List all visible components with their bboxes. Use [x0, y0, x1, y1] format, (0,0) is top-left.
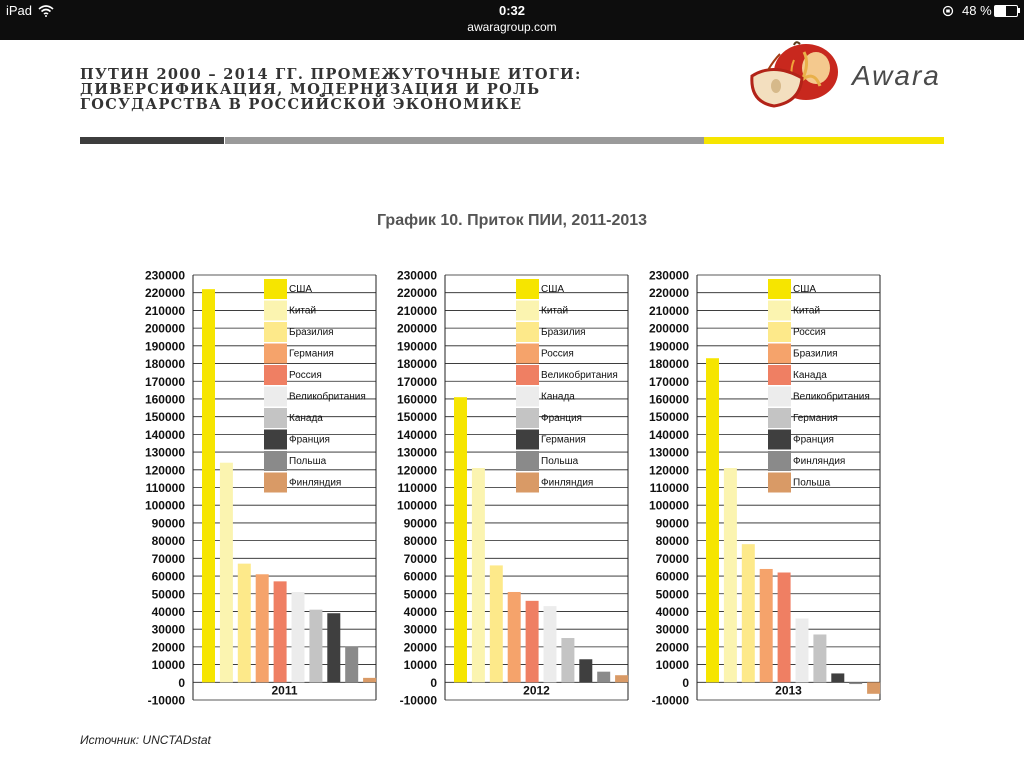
y-tick-label: 0: [682, 675, 689, 690]
y-tick-label: 190000: [144, 339, 185, 354]
legend-swatch: [768, 322, 791, 342]
legend-label: Россия: [289, 370, 322, 381]
bar: [561, 638, 574, 682]
y-tick-label: 100000: [648, 498, 689, 513]
bar: [849, 682, 862, 684]
legend-swatch: [516, 344, 539, 364]
y-tick-label: 10000: [655, 658, 689, 673]
legend-label: Бразилия: [793, 348, 838, 360]
y-tick-label: 220000: [648, 286, 689, 301]
bar: [508, 592, 521, 682]
bar: [597, 672, 610, 683]
x-axis-label: 2012: [523, 683, 550, 698]
y-tick-label: 0: [430, 675, 437, 690]
legend-label: Китай: [541, 305, 569, 317]
y-tick-label: 90000: [403, 516, 437, 531]
legend-label: Франция: [541, 413, 582, 424]
legend-label: Россия: [541, 348, 574, 360]
legend-label: Китай: [289, 305, 317, 317]
y-tick-label: 130000: [144, 445, 185, 460]
y-tick-label: 50000: [655, 587, 689, 602]
bar: [867, 682, 880, 694]
y-tick-label: 60000: [151, 569, 185, 584]
legend-label: США: [541, 284, 565, 295]
legend-swatch: [516, 365, 539, 385]
legend-label: Польша: [793, 477, 831, 489]
bar: [526, 601, 539, 682]
bar: [363, 678, 376, 682]
bar: [309, 610, 322, 683]
y-tick-label: 120000: [396, 463, 437, 478]
legend-label: Великобритания: [793, 391, 870, 403]
bar: [220, 463, 233, 683]
bar: [724, 468, 737, 682]
bar: [742, 544, 755, 682]
legend-swatch: [516, 430, 539, 450]
y-tick-label: 80000: [403, 534, 437, 549]
y-tick-label: 180000: [144, 357, 185, 372]
legend-label: Бразилия: [541, 327, 586, 338]
legend-swatch: [768, 430, 791, 450]
legend-swatch: [264, 473, 287, 493]
y-tick-label: -10000: [147, 693, 185, 708]
source-note: Источник: UNCTADstat: [80, 733, 211, 747]
y-tick-label: 70000: [655, 551, 689, 566]
y-tick-label: 190000: [648, 339, 689, 354]
logo-text: Awara: [852, 60, 941, 91]
y-tick-label: 80000: [151, 534, 185, 549]
legend-swatch: [516, 301, 539, 321]
bar: [472, 468, 485, 682]
legend-swatch: [264, 322, 287, 342]
y-tick-label: 130000: [648, 445, 689, 460]
y-tick-label: 0: [178, 675, 185, 690]
y-tick-label: 220000: [144, 286, 185, 301]
title-line: ПУТИН 2000 – 2014 ГГ. ПРОМЕЖУТОЧНЫЕ ИТОГИ:: [80, 66, 582, 83]
bar: [292, 592, 305, 682]
legend-label: Франция: [289, 434, 330, 446]
legend-swatch: [516, 408, 539, 428]
y-tick-label: 50000: [403, 587, 437, 602]
legend-swatch: [264, 408, 287, 428]
legend-swatch: [768, 365, 791, 385]
y-tick-label: 120000: [144, 463, 185, 478]
y-tick-label: 180000: [396, 357, 437, 372]
legend-label: Польша: [541, 456, 579, 467]
y-tick-label: 70000: [403, 551, 437, 566]
y-tick-label: 100000: [144, 498, 185, 513]
legend-swatch: [768, 451, 791, 471]
y-tick-label: 100000: [396, 498, 437, 513]
legend-label: США: [793, 284, 817, 295]
y-tick-label: 200000: [648, 321, 689, 336]
bar: [327, 613, 340, 682]
bar: [544, 606, 557, 682]
y-tick-label: 190000: [396, 339, 437, 354]
y-tick-label: 90000: [655, 516, 689, 531]
legend-swatch: [768, 408, 791, 428]
bar: [813, 634, 826, 682]
y-tick-label: 140000: [396, 427, 437, 442]
legend-label: Россия: [793, 327, 826, 338]
legend-swatch: [264, 301, 287, 321]
y-tick-label: 220000: [396, 286, 437, 301]
legend-swatch: [516, 451, 539, 471]
y-tick-label: 180000: [648, 357, 689, 372]
legend-swatch: [516, 473, 539, 493]
bar: [778, 573, 791, 683]
legend-swatch: [264, 344, 287, 364]
legend-label: Великобритания: [541, 370, 618, 381]
legend-label: Финляндия: [793, 456, 846, 467]
y-tick-label: 80000: [655, 534, 689, 549]
bar: [579, 659, 592, 682]
y-tick-label: 230000: [396, 268, 437, 283]
y-tick-label: 170000: [396, 374, 437, 389]
y-tick-label: -10000: [399, 693, 437, 708]
bar: [490, 565, 503, 682]
y-tick-label: 130000: [396, 445, 437, 460]
y-tick-label: 30000: [403, 622, 437, 637]
y-tick-label: 20000: [151, 640, 185, 655]
y-tick-label: 20000: [403, 640, 437, 655]
bar: [706, 358, 719, 682]
y-tick-label: 150000: [144, 410, 185, 425]
legend-swatch: [264, 451, 287, 471]
y-tick-label: 20000: [655, 640, 689, 655]
legend-swatch: [768, 344, 791, 364]
y-tick-label: 230000: [648, 268, 689, 283]
legend-swatch: [768, 301, 791, 321]
bar: [454, 397, 467, 682]
legend-label: Китай: [793, 305, 821, 317]
y-tick-label: 230000: [144, 268, 185, 283]
bar: [760, 569, 773, 682]
bar: [256, 574, 269, 682]
y-tick-label: 40000: [151, 604, 185, 619]
legend-label: Германия: [793, 413, 838, 424]
battery-percent: 48 %: [962, 3, 992, 18]
legend-label: Канада: [289, 413, 323, 424]
x-axis-label: 2011: [271, 683, 298, 698]
y-tick-label: -10000: [651, 693, 689, 708]
chart-title: График 10. Приток ПИИ, 2011-2013: [376, 212, 648, 229]
y-tick-label: 50000: [151, 587, 185, 602]
legend-label: Финляндия: [289, 477, 342, 489]
y-tick-label: 200000: [396, 321, 437, 336]
clock: 0:32: [498, 3, 526, 18]
legend-label: Польша: [289, 456, 327, 467]
legend-swatch: [768, 279, 791, 299]
bar: [796, 619, 809, 683]
y-tick-label: 140000: [648, 427, 689, 442]
y-tick-label: 210000: [396, 303, 437, 318]
legend-swatch: [264, 430, 287, 450]
legend-label: США: [289, 284, 313, 295]
title-line: ДИВЕРСИФИКАЦИЯ, МОДЕРНИЗАЦИЯ И РОЛЬ: [80, 81, 541, 98]
y-tick-label: 110000: [145, 481, 185, 495]
y-tick-label: 160000: [396, 392, 437, 407]
x-axis-label: 2013: [775, 683, 802, 698]
y-tick-label: 150000: [648, 410, 689, 425]
y-tick-label: 160000: [144, 392, 185, 407]
bar: [274, 581, 287, 682]
bar: [345, 647, 358, 682]
legend-label: Германия: [541, 434, 586, 446]
y-tick-label: 170000: [144, 374, 185, 389]
title-line: ГОСУДАРСТВА В РОССИЙСКОЙ ЭКОНОМИКЕ: [80, 96, 523, 113]
y-tick-label: 60000: [403, 569, 437, 584]
y-tick-label: 150000: [396, 410, 437, 425]
legend-label: Финляндия: [541, 477, 594, 489]
bar: [202, 289, 215, 682]
y-tick-label: 10000: [151, 658, 185, 673]
y-tick-label: 110000: [649, 481, 689, 495]
y-tick-label: 40000: [655, 604, 689, 619]
legend-label: Великобритания: [289, 391, 366, 403]
y-tick-label: 10000: [403, 658, 437, 673]
bar: [238, 564, 251, 683]
y-tick-label: 30000: [655, 622, 689, 637]
y-tick-label: 160000: [648, 392, 689, 407]
url-label[interactable]: awaragroup.com: [467, 20, 557, 34]
y-tick-label: 90000: [151, 516, 185, 531]
legend-label: Канада: [793, 370, 827, 381]
legend-swatch: [264, 365, 287, 385]
bar: [831, 673, 844, 682]
y-tick-label: 110000: [397, 481, 437, 495]
legend-swatch: [264, 279, 287, 299]
bar: [615, 675, 628, 682]
legend-swatch: [264, 387, 287, 407]
legend-swatch: [516, 322, 539, 342]
y-tick-label: 170000: [648, 374, 689, 389]
y-tick-label: 30000: [151, 622, 185, 637]
y-tick-label: 210000: [144, 303, 185, 318]
legend-label: Бразилия: [289, 327, 334, 338]
y-tick-label: 140000: [144, 427, 185, 442]
y-tick-label: 120000: [648, 463, 689, 478]
legend-swatch: [516, 387, 539, 407]
y-tick-label: 210000: [648, 303, 689, 318]
y-tick-label: 40000: [403, 604, 437, 619]
legend-label: Германия: [289, 348, 334, 360]
legend-label: Франция: [793, 434, 834, 446]
legend-label: Канада: [541, 391, 575, 403]
device-name: iPad: [6, 3, 33, 18]
legend-swatch: [516, 279, 539, 299]
legend-swatch: [768, 387, 791, 407]
y-tick-label: 200000: [144, 321, 185, 336]
y-tick-label: 60000: [655, 569, 689, 584]
y-tick-label: 70000: [151, 551, 185, 566]
legend-swatch: [768, 473, 791, 493]
